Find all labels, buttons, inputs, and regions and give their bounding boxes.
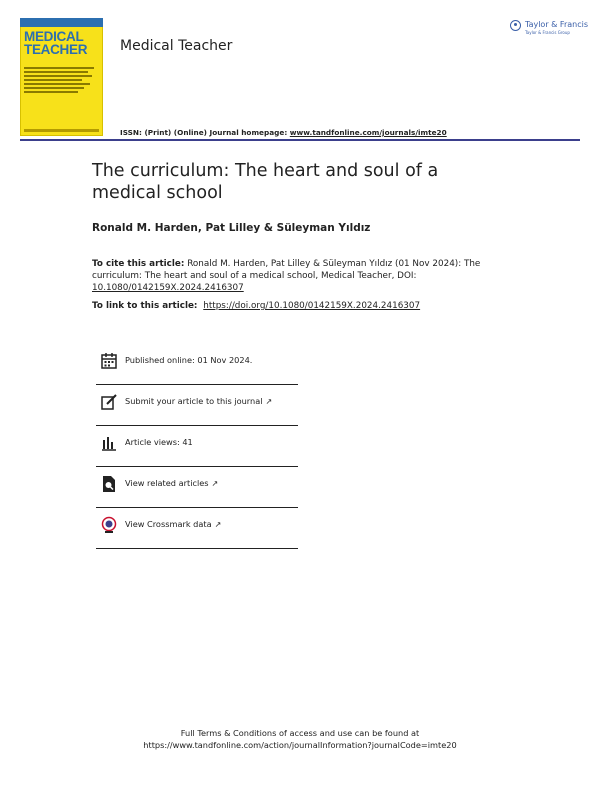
publisher-logo-line1: Taylor & Francis — [525, 20, 588, 29]
published-online-row — [96, 344, 298, 385]
bar-chart-icon — [100, 434, 118, 452]
issn-line — [120, 128, 447, 137]
issn-label: ISSN: (Print) (Online) Journal homepage: — [120, 128, 288, 137]
article-link-line — [92, 301, 420, 311]
submit-article-link[interactable] — [125, 396, 272, 406]
header-divider — [20, 139, 580, 141]
crossmark-link[interactable] — [125, 519, 221, 529]
related-articles-label: View related articles — [125, 478, 209, 488]
published-online-label: Published online: 01 Nov 2024. — [125, 355, 253, 365]
cover-footer-bar — [24, 129, 99, 132]
article-title: The curriculum: The heart and soul of a medical school — [92, 161, 439, 203]
article-info-panel — [96, 344, 298, 549]
publisher-logo[interactable] — [510, 17, 592, 39]
cover-text-lines — [24, 67, 94, 95]
cover-top-bar — [20, 18, 103, 27]
related-articles-link[interactable] — [125, 478, 218, 488]
article-authors: Ronald M. Harden, Pat Lilley & Süleyman Yıldız — [92, 222, 371, 234]
terms-footer-line1: Full Terms & Conditions of access and use can be found at — [180, 728, 420, 738]
citation-block — [92, 258, 492, 294]
external-link-icon: ↗ — [211, 479, 219, 488]
terms-footer — [0, 727, 600, 751]
calendar-icon — [100, 352, 118, 370]
submit-article-row[interactable] — [96, 385, 298, 426]
crossmark-label: View Crossmark data — [125, 519, 212, 529]
search-document-icon — [100, 475, 118, 493]
citation-text: Ronald M. Harden, Pat Lilley & Süleyman Yıldız (01 Nov 2024): The curriculum: The heart and soul of a medical school, Medical Teacher, DOI: — [92, 259, 481, 281]
citation-label: To cite this article: — [92, 259, 185, 269]
crossmark-row[interactable] — [96, 508, 298, 549]
edit-icon — [100, 393, 118, 411]
terms-footer-link[interactable]: https://www.tandfonline.com/action/journalInformation?journalCode=imte20 — [143, 740, 457, 750]
publisher-logo-line2: Taylor & Francis Group — [525, 30, 570, 35]
article-link-label: To link to this article: — [92, 301, 198, 311]
journal-homepage-link[interactable]: www.tandfonline.com/journals/imte20 — [289, 128, 447, 137]
article-doi-link[interactable]: https://doi.org/10.1080/0142159X.2024.2416307 — [203, 301, 421, 311]
article-views-row — [96, 426, 298, 467]
article-views-label: Article views: 41 — [125, 437, 193, 447]
citation-doi-link[interactable]: 10.1080/0142159X.2024.2416307 — [92, 283, 244, 293]
submit-article-label: Submit your article to this journal — [125, 396, 263, 406]
external-link-icon: ↗ — [214, 520, 222, 529]
related-articles-row[interactable] — [96, 467, 298, 508]
crossmark-icon — [100, 516, 118, 534]
cover-title: MEDICAL TEACHER — [24, 29, 88, 57]
journal-name[interactable]: Medical Teacher — [120, 38, 233, 54]
journal-cover-image[interactable] — [20, 18, 103, 136]
external-link-icon: ↗ — [265, 397, 273, 406]
tandf-logo-icon — [510, 20, 521, 31]
